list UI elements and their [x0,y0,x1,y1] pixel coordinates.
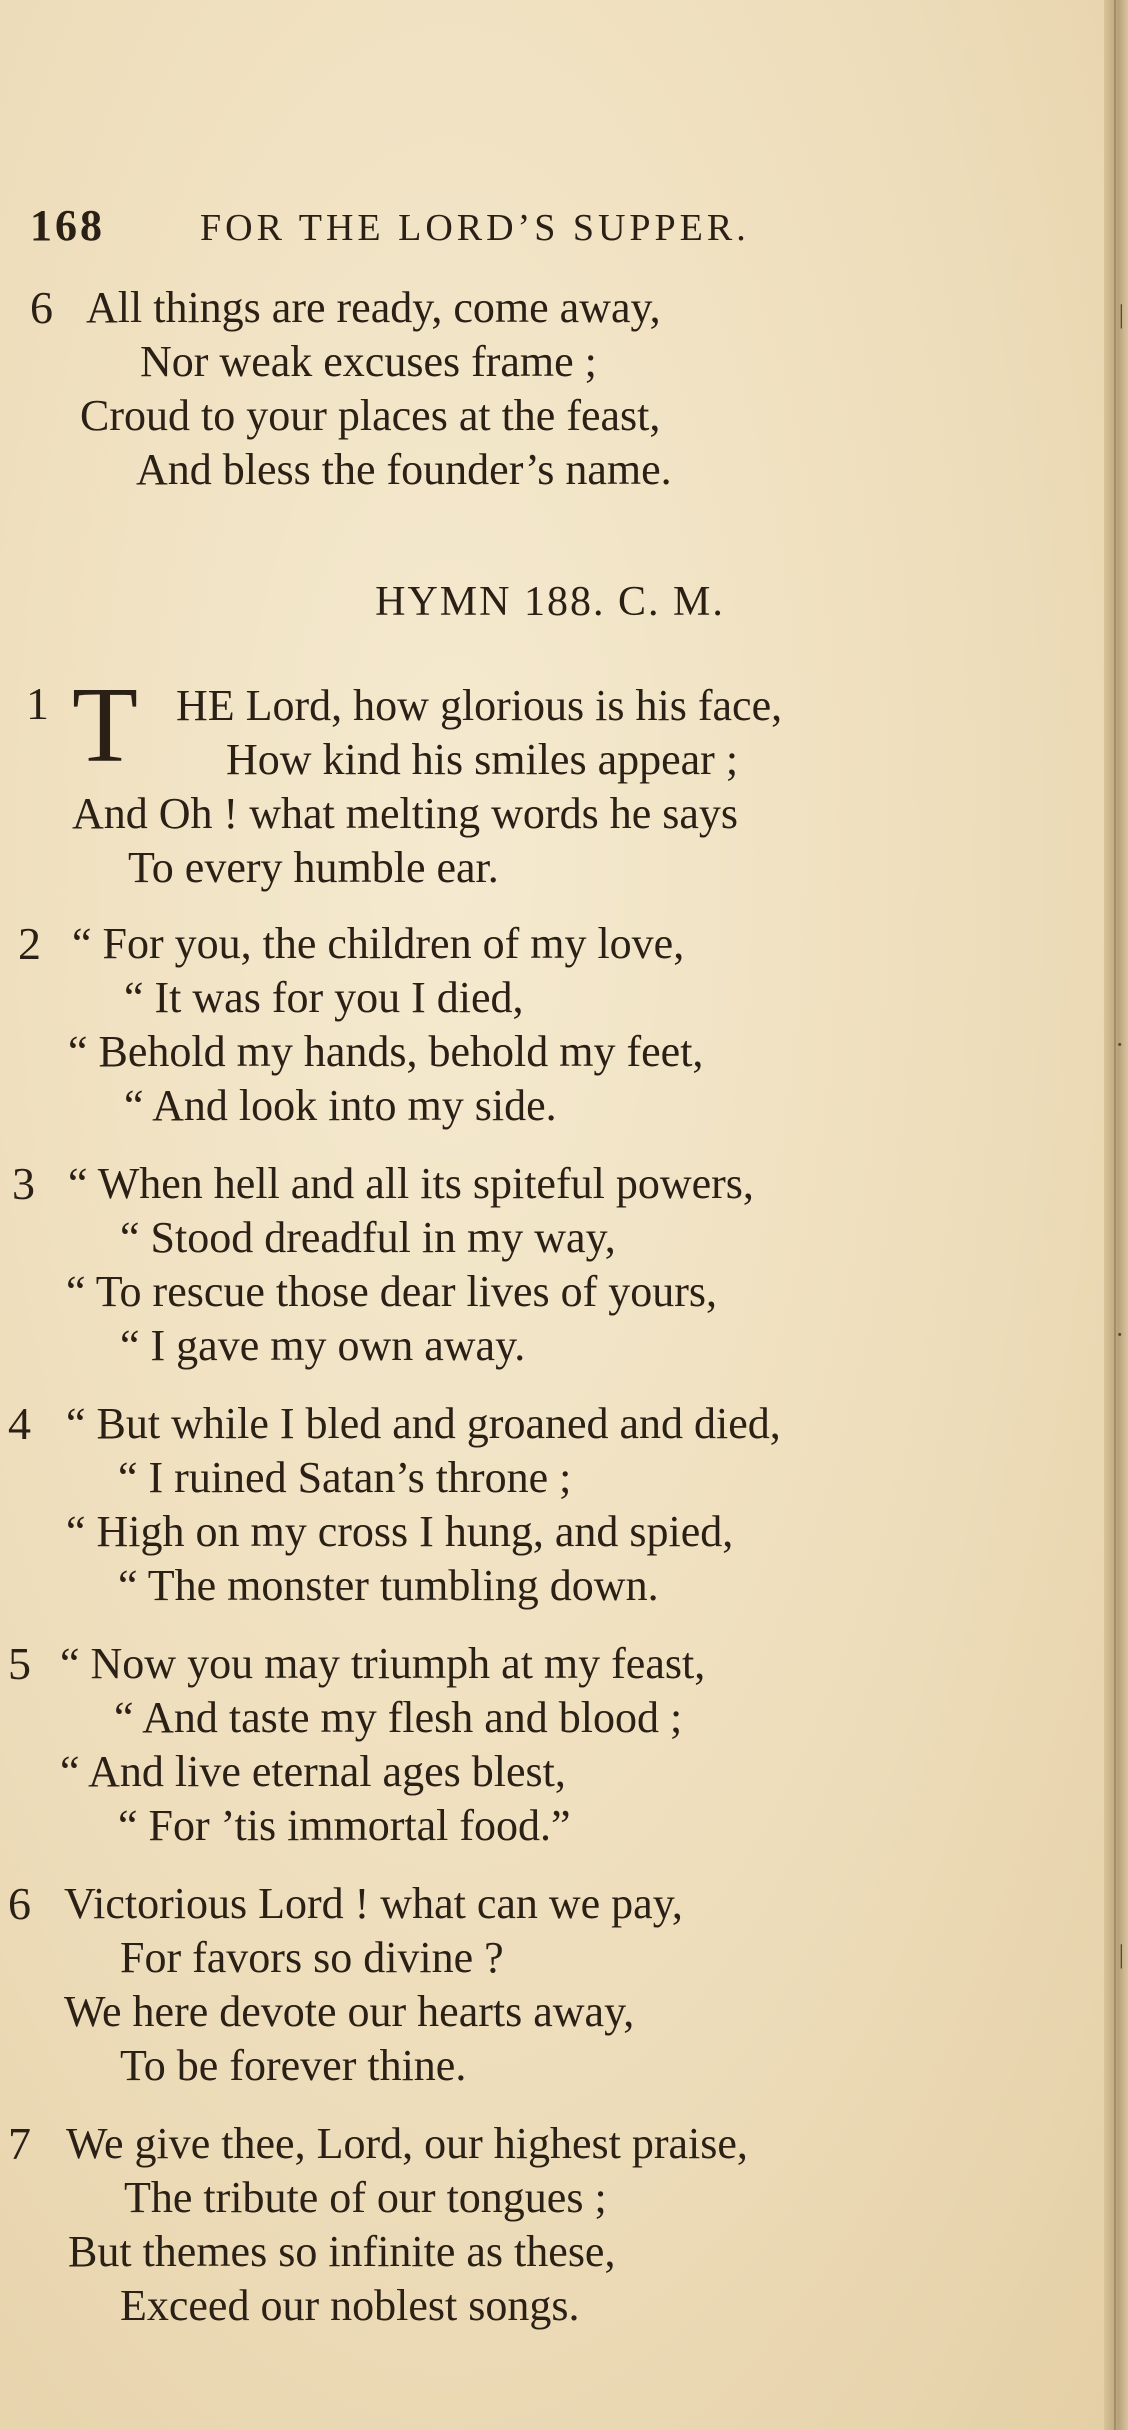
verse-line: And bless the founder’s name. [136,445,672,494]
verse-number: 5 [8,1638,31,1689]
verse-number: 6 [8,1878,31,1929]
verse-line: “ And look into my side. [124,1081,557,1130]
verse-line: “ For you, the children of my love, [72,919,685,968]
verse-line: To be forever thine. [120,2041,467,2090]
verse-line: The tribute of our tongues ; [124,2173,607,2222]
verse-number: 1 [26,678,49,729]
verse-line: “ The monster tumbling down. [118,1561,659,1610]
verse-line: “ And taste my flesh and blood ; [114,1693,683,1742]
verse-line: For favors so divine ? [120,1933,504,1982]
verse-line: Croud to your places at the feast, [80,391,661,440]
verse-line: To every humble ear. [128,843,499,892]
verse-number: 4 [8,1398,31,1449]
margin-mark: · [1115,1030,1124,1059]
verse-line: Nor weak excuses frame ; [140,337,597,386]
gutter-line [1114,0,1116,2430]
verse-line: “ I ruined Satan’s throne ; [118,1453,572,1502]
verse-line: “ When hell and all its spiteful powers, [68,1159,754,1208]
verse-line: “ I gave my own away. [120,1321,526,1370]
page-number: 168 [30,201,105,250]
verse-line: Victorious Lord ! what can we pay, [64,1879,683,1928]
verse-line: We give thee, Lord, our highest praise, [66,2119,748,2168]
verse-line: Exceed our noblest songs. [120,2281,580,2330]
verse-line: “ High on my cross I hung, and spied, [66,1507,734,1556]
margin-mark: | [1118,300,1124,329]
verse-line: How kind his smiles appear ; [226,735,739,784]
hymn-title: HYMN 188. C. M. [375,579,725,625]
verse-line: We here devote our hearts away, [64,1987,635,2036]
verse-number: 2 [18,918,41,969]
verse-line: And Oh ! what melting words he says [72,789,739,838]
verse-line: “ For ’tis immortal food.” [118,1801,571,1850]
page-gutter [1104,0,1128,2430]
verse-line: “ But while I bled and groaned and died, [66,1399,781,1448]
verse-line: “ To rescue those dear lives of yours, [66,1267,718,1316]
page-header [30,200,1050,260]
margin-mark: | [1118,1940,1124,1969]
verse-line: All things are ready, come away, [86,283,661,332]
verse-line: “ And live eternal ages blest, [60,1747,566,1796]
running-title: FOR THE LORD’S SUPPER. [200,207,750,249]
verse-line: “ Stood dreadful in my way, [120,1213,616,1262]
verse-number: 6 [30,282,53,333]
verse-number: 7 [8,2118,31,2169]
verse-number: 3 [12,1158,35,1209]
verse-line: But themes so infinite as these, [68,2227,616,2276]
drop-cap: T [72,666,138,785]
verse-line: HE Lord, how glorious is his face, [176,681,783,730]
verse-line: “ It was for you I died, [124,973,524,1022]
verse-line: “ Now you may triumph at my feast, [60,1639,706,1688]
verse-line: “ Behold my hands, behold my feet, [68,1027,704,1076]
margin-mark: · [1115,1320,1124,1349]
